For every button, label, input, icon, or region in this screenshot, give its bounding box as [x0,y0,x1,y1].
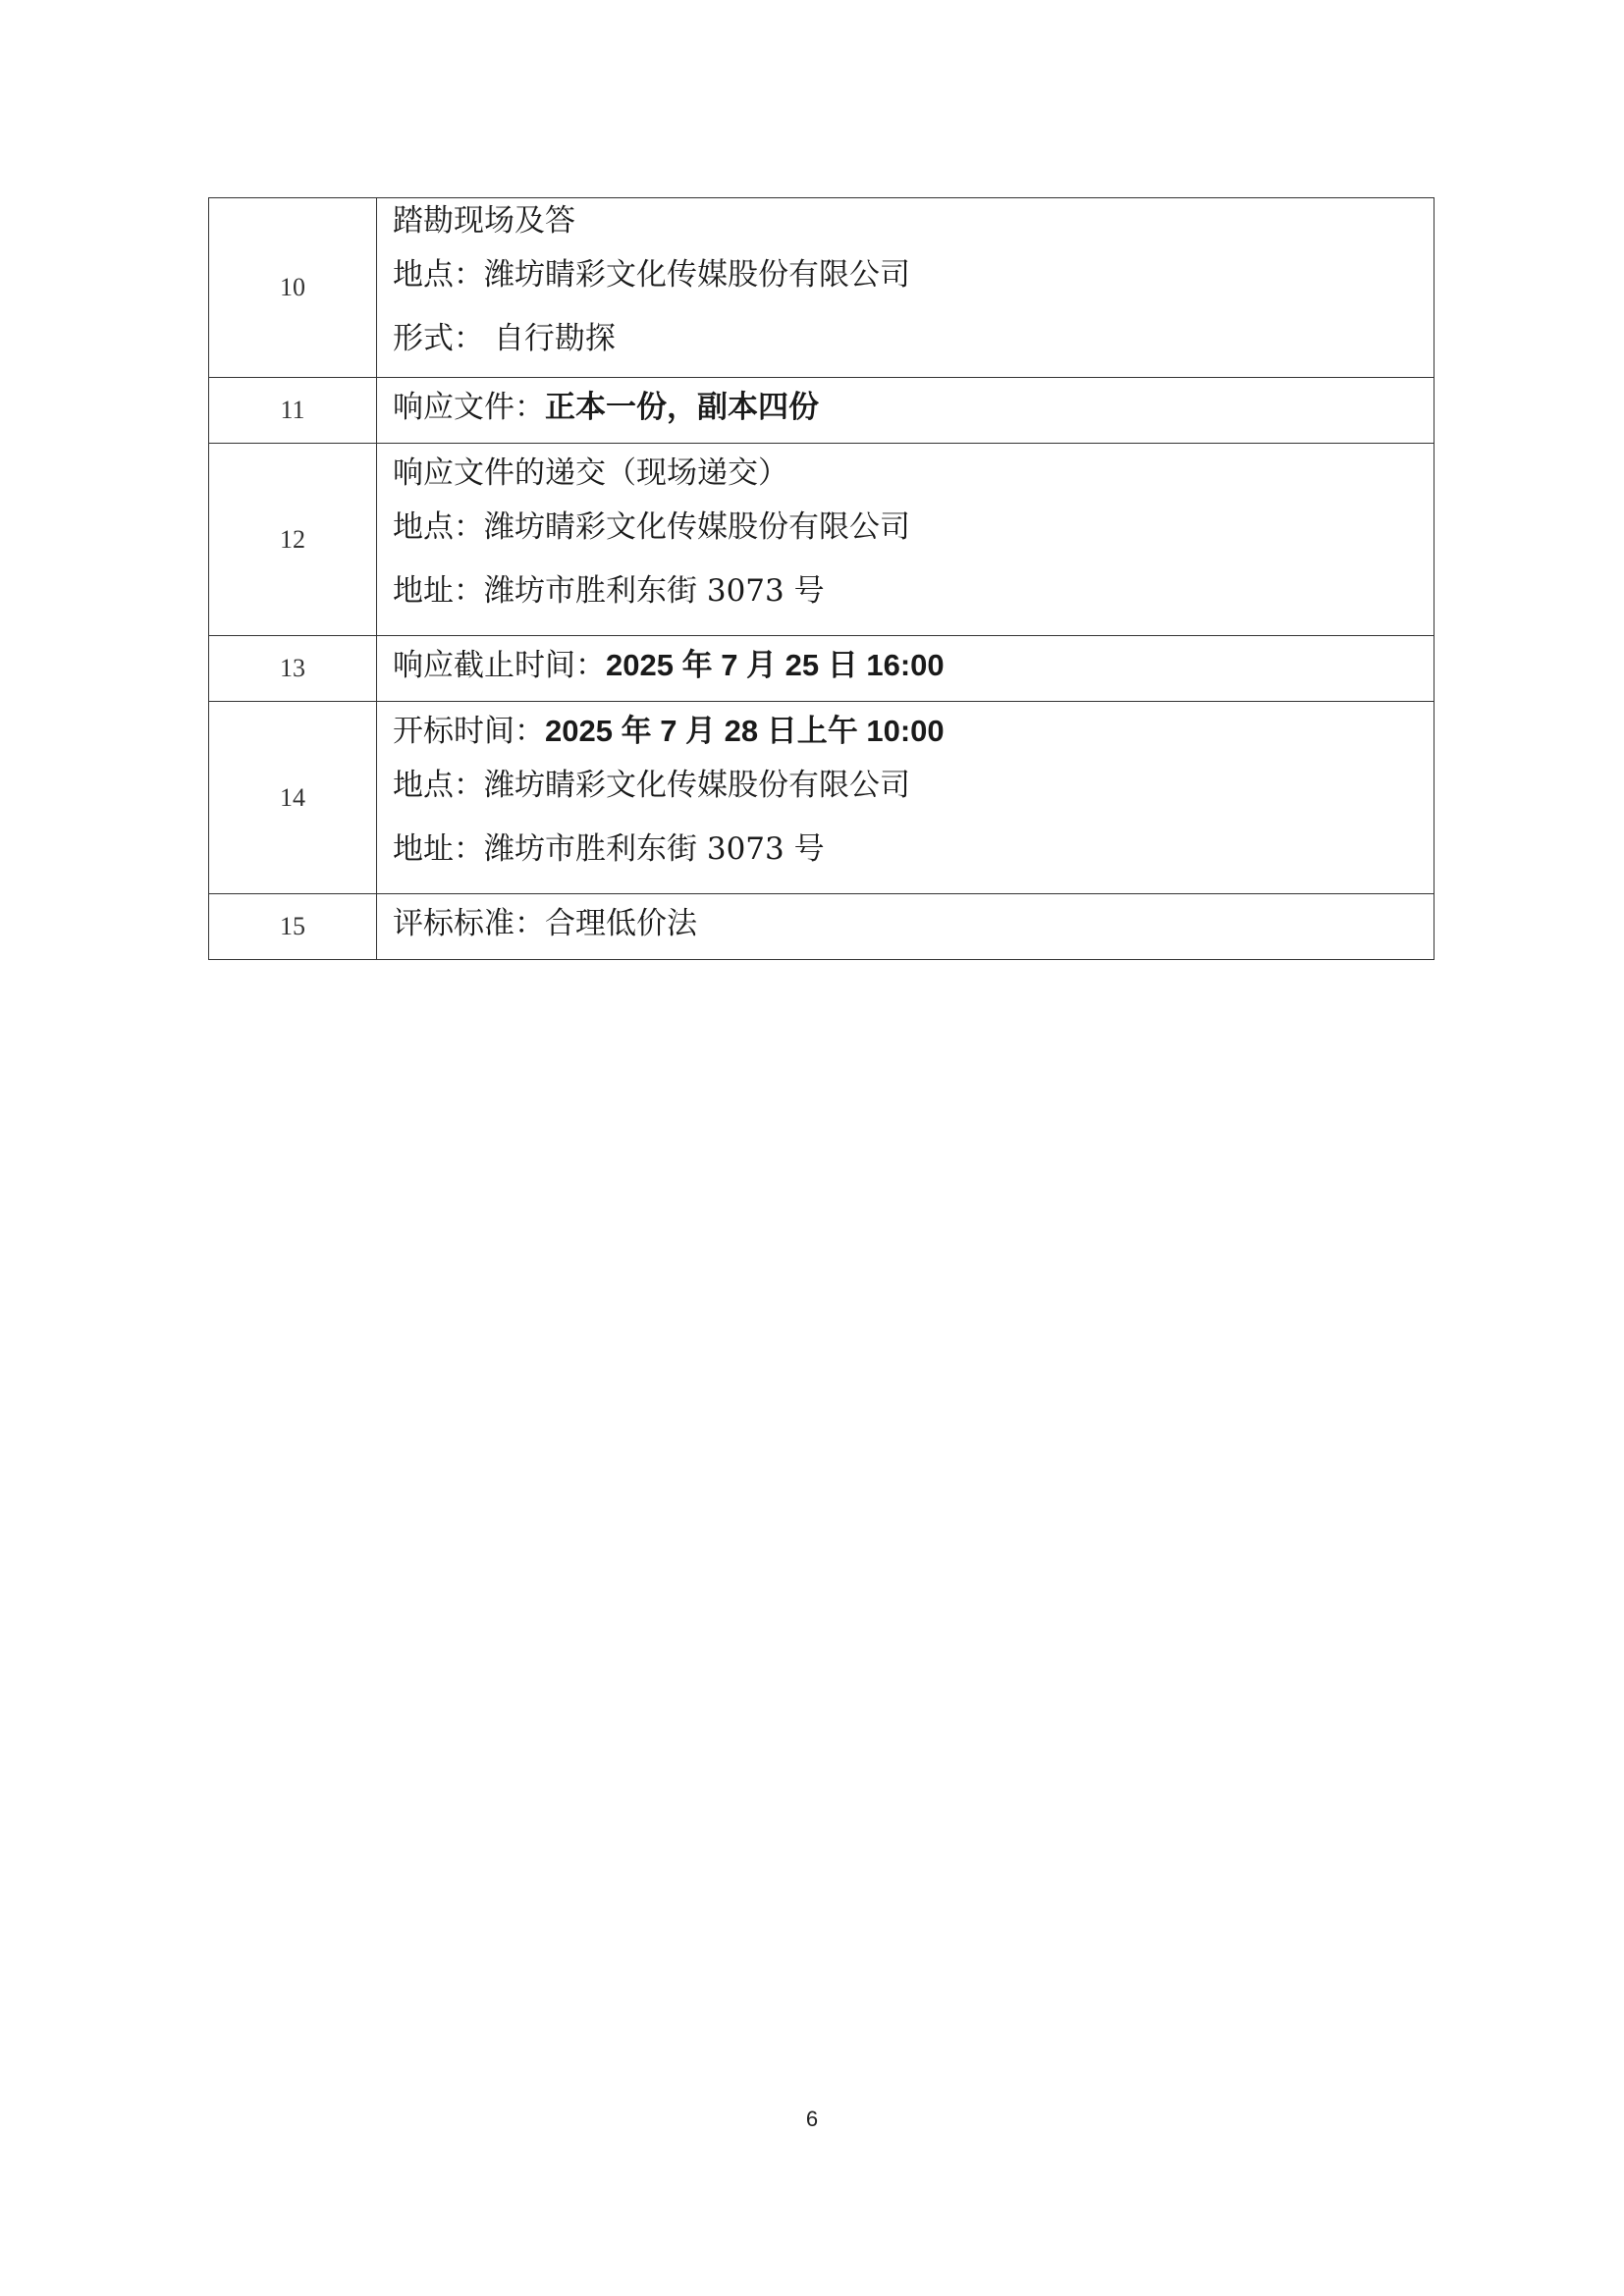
row-content [377,894,1435,960]
line-value: 2025 年 7 月 28 日上午 10:00 [545,713,945,748]
row-content [377,198,1435,378]
row-content [377,702,1435,894]
line-label: 开标时间： [393,713,545,749]
content-line [393,565,1424,629]
bid-info-table [208,197,1435,960]
line-label: 地点：潍坊睛彩文化传媒股份有限公司 [393,508,910,545]
row-content [377,444,1435,636]
line-label: 地点：潍坊睛彩文化传媒股份有限公司 [393,767,910,803]
table-row [209,444,1435,636]
content-line [393,249,1424,313]
content-line [393,901,1424,952]
content-line [393,385,1424,436]
line-label: 地址：潍坊市胜利东街 3073 号 [393,572,825,609]
line-label: 地点：潍坊睛彩文化传媒股份有限公司 [393,257,910,293]
table-row [209,378,1435,444]
line-value: 2025 年 7 月 25 日 16:00 [606,648,945,682]
content-line [393,313,1424,377]
row-content [377,378,1435,444]
content-line [393,709,1424,760]
row-number: 15 [209,894,377,960]
line-label: 响应文件： [393,390,545,425]
row-number: 10 [209,198,377,378]
line-label: 响应截止时间： [393,648,606,683]
line-label: 评标标准：合理低价法 [393,906,697,941]
table-row [209,702,1435,894]
row-number: 13 [209,636,377,702]
line-label: 地址：潍坊市胜利东街 3073 号 [393,830,825,867]
line-value: 正本一份，副本四份 [545,390,819,424]
row-number: 11 [209,378,377,444]
table-row [209,198,1435,378]
row-content [377,636,1435,702]
content-line [393,760,1424,824]
content-line [393,198,1424,249]
row-number: 14 [209,702,377,894]
content-line [393,451,1424,502]
row-number: 12 [209,444,377,636]
content-line [393,502,1424,565]
table-row [209,636,1435,702]
table-row [209,894,1435,960]
line-label: 踏勘现场及答 [393,203,575,239]
page-number: 6 [805,2107,819,2131]
line-label: 形式： 自行勘探 [393,321,616,356]
line-label: 响应文件的递交（现场递交） [393,454,788,491]
content-line [393,824,1424,887]
content-line [393,643,1424,694]
